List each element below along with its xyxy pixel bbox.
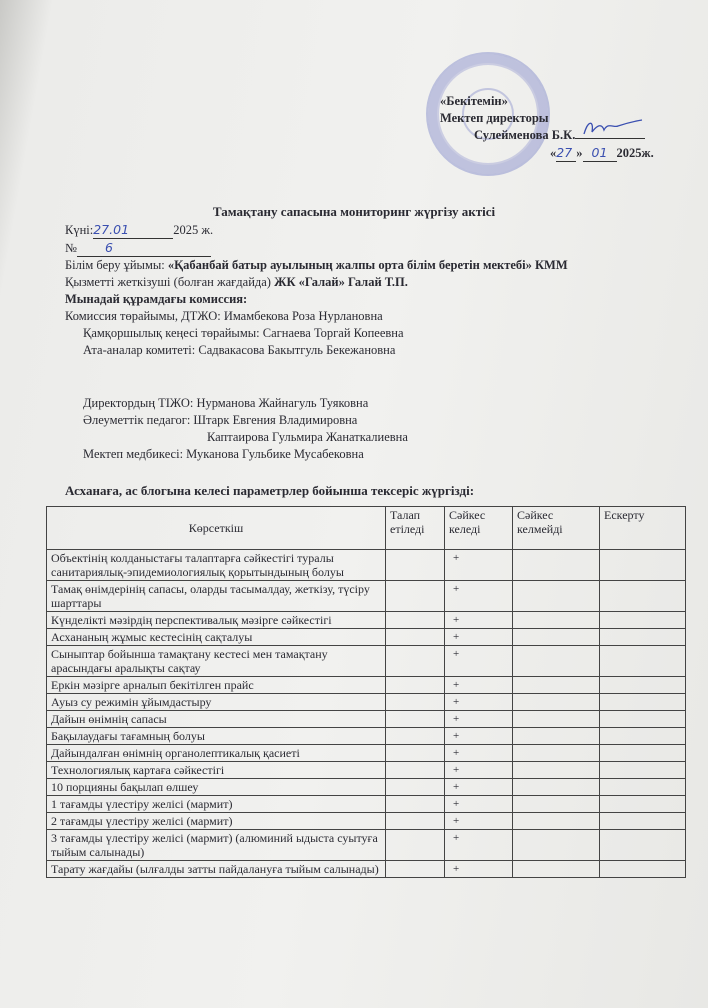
cell-nomatch	[513, 646, 600, 677]
cell-indicator: Күнделікті мәзірдің перспективалық мәзірге сәйкестігі	[47, 612, 386, 629]
cell-note	[600, 646, 686, 677]
cell-indicator: Еркін мәзірге арналып бекітілген прайс	[47, 677, 386, 694]
cell-indicator: 2 тағамды үлестіру желісі (мармит)	[47, 813, 386, 830]
cell-note	[600, 762, 686, 779]
cell-match: +	[445, 581, 513, 612]
cell-match: +	[445, 629, 513, 646]
cell-required	[386, 711, 445, 728]
table-row	[47, 813, 686, 830]
commission-member: Директордың ТІЖО: Нурманова Жайнагуль Туяковна	[83, 396, 369, 410]
cell-required	[386, 694, 445, 711]
cell-note	[600, 711, 686, 728]
cell-nomatch	[513, 728, 600, 745]
cell-indicator: Ауыз су режимін ұйымдастыру	[47, 694, 386, 711]
inspection-table	[46, 506, 686, 878]
cell-required	[386, 612, 445, 629]
table-row	[47, 762, 686, 779]
commission-heading: Мынадай құрамдағы комиссия:	[65, 292, 248, 306]
header-nomatch: Сәйкес келмейді	[513, 507, 600, 550]
cell-note	[600, 612, 686, 629]
cell-indicator: 3 тағамды үлестіру желісі (мармит) (алюминий ыдыста суытуға тыйым салынады)	[47, 830, 386, 861]
cell-match: +	[445, 694, 513, 711]
cell-indicator: Бақылаудағы тағамның болуы	[47, 728, 386, 745]
cell-nomatch	[513, 796, 600, 813]
organization-line: Білім беру ұйымы: «Қабанбай батыр ауылының жалпы орта білім беретін мектебі» КММ	[65, 258, 568, 272]
cell-nomatch	[513, 762, 600, 779]
cell-nomatch	[513, 745, 600, 762]
date-line: Күні:27.01 2025 ж.	[65, 222, 214, 237]
table-row	[47, 796, 686, 813]
cell-required	[386, 830, 445, 861]
cell-required	[386, 550, 445, 581]
table-row	[47, 745, 686, 762]
cell-match: +	[445, 711, 513, 728]
commission-member: Мектеп медбикесі: Муканова Гульбике Мусабековна	[83, 447, 364, 461]
header-match: Сәйкес келеді	[445, 507, 513, 550]
cell-required	[386, 629, 445, 646]
cell-required	[386, 861, 445, 878]
cell-indicator: Дайындалған өнімнің органолептикалық қасиеті	[47, 745, 386, 762]
table-row	[47, 677, 686, 694]
cell-required	[386, 745, 445, 762]
cell-note	[600, 629, 686, 646]
cell-required	[386, 728, 445, 745]
cell-indicator: Тарату жағдайы (ылғалды затты пайдалануға тыйым салынады)	[47, 861, 386, 878]
director-signature	[580, 118, 650, 140]
cell-indicator: Дайын өнімнің сапасы	[47, 711, 386, 728]
table-header-row	[47, 507, 686, 550]
cell-match: +	[445, 762, 513, 779]
cell-note	[600, 830, 686, 861]
number-line: № 6	[65, 239, 568, 257]
cell-match: +	[445, 677, 513, 694]
cell-note	[600, 694, 686, 711]
cell-match: +	[445, 612, 513, 629]
cell-nomatch	[513, 677, 600, 694]
supplier-line: Қызметті жеткізуші (болған жағдайда) ЖК «Галай» Галай Т.П.	[65, 275, 408, 289]
cell-note	[600, 796, 686, 813]
cell-match: +	[445, 646, 513, 677]
cell-nomatch	[513, 711, 600, 728]
cell-note	[600, 861, 686, 878]
cell-required	[386, 779, 445, 796]
cell-indicator: Асхананың жұмыс кестесінің сақталуы	[47, 629, 386, 646]
cell-required	[386, 813, 445, 830]
cell-match: +	[445, 813, 513, 830]
cell-match: +	[445, 745, 513, 762]
table-row	[47, 861, 686, 878]
cell-match: +	[445, 830, 513, 861]
table-row	[47, 728, 686, 745]
table-row	[47, 711, 686, 728]
table-row	[47, 694, 686, 711]
commission-member: Ата-аналар комитеті: Садвакасова Бакытгуль Бекежановна	[83, 343, 396, 357]
table-row	[47, 830, 686, 861]
table-row	[47, 629, 686, 646]
cell-note	[600, 550, 686, 581]
cell-nomatch	[513, 861, 600, 878]
commission-member: Комиссия төрайымы, ДТЖО: Имамбекова Роза Нурлановна	[65, 309, 383, 323]
table-body	[47, 550, 686, 878]
cell-note	[600, 728, 686, 745]
commission-member: Каптаирова Гульмира Жанаткалиевна	[207, 430, 408, 444]
cell-note	[600, 745, 686, 762]
table-row	[47, 550, 686, 581]
cell-match: +	[445, 550, 513, 581]
cell-required	[386, 762, 445, 779]
commission-member: Әлеуметтік педагог: Штарк Евгения Владимировна	[83, 413, 358, 427]
cell-indicator: Сыныптар бойынша тамақтану кестесі мен тамақтану арасындағы аралықты сақтау	[47, 646, 386, 677]
cell-nomatch	[513, 581, 600, 612]
cell-note	[600, 779, 686, 796]
inspection-lead-text: Асханаға, ас блогына келесі параметрлер бойынша тексеріс жүргізді:	[65, 483, 475, 498]
cell-indicator: Технологиялық картаға сәйкестігі	[47, 762, 386, 779]
cell-match: +	[445, 861, 513, 878]
cell-nomatch	[513, 830, 600, 861]
header-indicator: Көрсеткіш	[47, 507, 386, 550]
commission-member: Қамқоршылық кеңесі төрайымы: Сагнаева Торгай Копеевна	[83, 326, 404, 340]
cell-required	[386, 796, 445, 813]
cell-nomatch	[513, 779, 600, 796]
approval-line-1: «Бекітемін»	[440, 94, 508, 108]
cell-required	[386, 581, 445, 612]
cell-nomatch	[513, 813, 600, 830]
table-row	[47, 612, 686, 629]
document-title: Тамақтану сапасына мониторинг жүргізу актісі	[212, 204, 496, 219]
cell-indicator: Объектінің колданыстағы талаптарға сәйкестігі туралы санитариялық-эпидемиологиялық қорытындының болуы	[47, 550, 386, 581]
table-row	[47, 646, 686, 677]
header-note: Ескерту	[600, 507, 686, 550]
cell-indicator: 10 порцияны бақылап өлшеу	[47, 779, 386, 796]
approval-date: «27 » 01 2025ж.	[550, 145, 654, 160]
cell-match: +	[445, 728, 513, 745]
approval-director-name: Сулейменова Б.К.	[440, 127, 654, 144]
cell-indicator: 1 тағамды үлестіру желісі (мармит)	[47, 796, 386, 813]
cell-note	[600, 581, 686, 612]
table-row	[47, 581, 686, 612]
cell-note	[600, 677, 686, 694]
cell-nomatch	[513, 612, 600, 629]
cell-required	[386, 677, 445, 694]
cell-indicator: Тамақ өнімдерінің сапасы, оларды тасымалдау, жеткізу, түсіру шарттары	[47, 581, 386, 612]
cell-match: +	[445, 779, 513, 796]
act-info	[65, 221, 568, 463]
cell-required	[386, 646, 445, 677]
cell-nomatch	[513, 550, 600, 581]
cell-nomatch	[513, 629, 600, 646]
cell-match: +	[445, 796, 513, 813]
approval-line-2: Мектеп директоры	[440, 111, 549, 125]
table-row	[47, 779, 686, 796]
cell-nomatch	[513, 694, 600, 711]
header-required: Талап етіледі	[386, 507, 445, 550]
cell-note	[600, 813, 686, 830]
